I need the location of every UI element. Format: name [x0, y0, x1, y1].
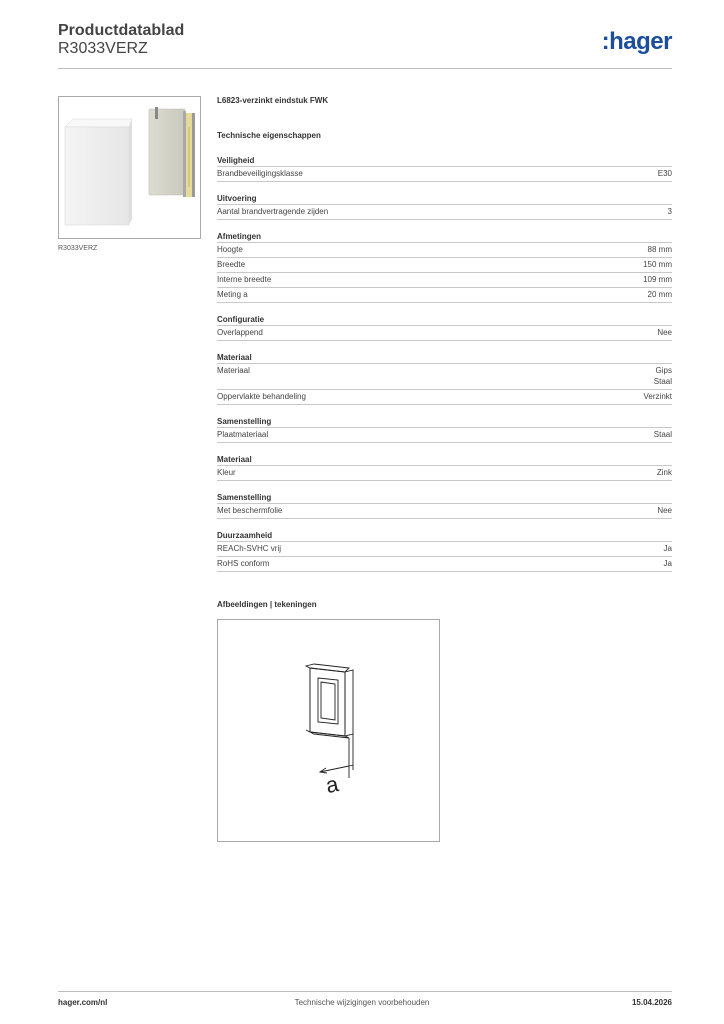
section-title: Uitvoering	[217, 192, 672, 205]
spec-label: Oppervlakte behandeling	[217, 392, 306, 401]
spec-value-line: 150 mm	[643, 260, 672, 269]
spec-row	[217, 504, 672, 519]
spec-label: Brandbeveiligingsklasse	[217, 169, 303, 178]
spec-row	[217, 326, 672, 341]
section-title: Duurzaamheid	[217, 529, 672, 542]
spec-row	[217, 243, 672, 258]
spec-value	[664, 543, 672, 554]
section-title: Samenstelling	[217, 415, 672, 428]
spec-section	[217, 491, 672, 519]
spec-section	[217, 529, 672, 572]
spec-value	[654, 429, 672, 440]
technical-drawing	[217, 619, 440, 842]
spec-value-line: 88 mm	[647, 245, 672, 254]
spec-value	[648, 244, 672, 255]
spec-label: Aantal brandvertragende zijden	[217, 207, 329, 216]
spec-value-line: Staal	[653, 430, 672, 439]
product-photo-icon	[59, 97, 201, 239]
spec-value-line: Ja	[663, 559, 672, 568]
images-heading: Afbeeldingen | tekeningen	[217, 600, 317, 609]
technical-properties-heading: Technische eigenschappen	[217, 131, 321, 140]
section-title: Materiaal	[217, 453, 672, 466]
footer-website-link[interactable]: hager.com/nl	[58, 998, 108, 1007]
spec-value-line: 3	[667, 207, 672, 216]
logo-dots-icon: :	[601, 28, 610, 55]
photo-caption: R3033VERZ	[58, 245, 98, 252]
spec-label: Overlappend	[217, 328, 263, 337]
spec-value-line: Staal	[653, 377, 672, 386]
spec-row	[217, 205, 672, 220]
spec-value	[643, 274, 672, 285]
section-title: Samenstelling	[217, 491, 672, 504]
section-title: Materiaal	[217, 351, 672, 364]
spec-label: Interne breedte	[217, 275, 272, 284]
hager-logo	[602, 28, 672, 56]
footer-disclaimer: Technische wijzigingen voorbehouden	[294, 998, 430, 1007]
spec-label: Plaatmateriaal	[217, 430, 269, 439]
header-divider	[58, 68, 672, 69]
footer-date: 15.04.2026	[631, 998, 672, 1007]
spec-section	[217, 351, 672, 405]
section-title: Afmetingen	[217, 230, 672, 243]
spec-label: RoHS conform	[217, 559, 270, 568]
spec-value-line: Zink	[656, 468, 672, 477]
spec-value-line: 109 mm	[643, 275, 672, 284]
spec-value	[648, 289, 672, 300]
spec-label: Hoogte	[217, 245, 243, 254]
dimension-a-label: a	[323, 771, 341, 799]
spec-row	[217, 428, 672, 443]
spec-label: Meting a	[217, 290, 248, 299]
spec-label: REACh-SVHC vrij	[217, 544, 282, 553]
product-code: R3033VERZ	[58, 40, 148, 57]
spec-section	[217, 192, 672, 220]
spec-section	[217, 453, 672, 481]
spec-value	[654, 365, 672, 387]
spec-value	[644, 391, 672, 402]
spec-label: Materiaal	[217, 366, 250, 375]
spec-row	[217, 273, 672, 288]
spec-value	[668, 206, 672, 217]
page-title: Productdatablad	[58, 22, 185, 39]
spec-value-line: Nee	[657, 328, 672, 337]
spec-value-line: Nee	[657, 506, 672, 515]
spec-value	[643, 259, 672, 270]
spec-row	[217, 167, 672, 182]
spec-row	[217, 542, 672, 557]
spec-row	[217, 466, 672, 481]
spec-value-line: E30	[657, 169, 672, 178]
spec-value-line: Gips	[655, 366, 672, 375]
section-title: Configuratie	[217, 313, 672, 326]
spec-section	[217, 154, 672, 182]
product-photo	[58, 96, 201, 239]
spec-value	[664, 558, 672, 569]
spec-row	[217, 364, 672, 390]
product-name: L6823-verzinkt eindstuk FWK	[217, 96, 329, 105]
spec-value	[657, 505, 672, 516]
spec-row	[217, 258, 672, 273]
spec-value	[657, 467, 672, 478]
technical-drawing-icon	[218, 620, 439, 841]
section-title: Veiligheid	[217, 154, 672, 167]
spec-section	[217, 313, 672, 341]
spec-value-line: Ja	[663, 544, 672, 553]
spec-row	[217, 557, 672, 572]
spec-section	[217, 415, 672, 443]
spec-value-line: 20 mm	[647, 290, 672, 299]
footer-divider	[58, 991, 672, 992]
spec-label: Kleur	[217, 468, 236, 477]
spec-value	[658, 168, 672, 179]
spec-label: Met beschermfolie	[217, 506, 283, 515]
spec-value	[657, 327, 672, 338]
specifications	[217, 154, 672, 582]
spec-label: Breedte	[217, 260, 246, 269]
spec-section	[217, 230, 672, 303]
spec-row	[217, 288, 672, 303]
spec-row	[217, 390, 672, 405]
spec-value-line: Verzinkt	[643, 392, 672, 401]
logo-text: hager	[609, 28, 672, 55]
